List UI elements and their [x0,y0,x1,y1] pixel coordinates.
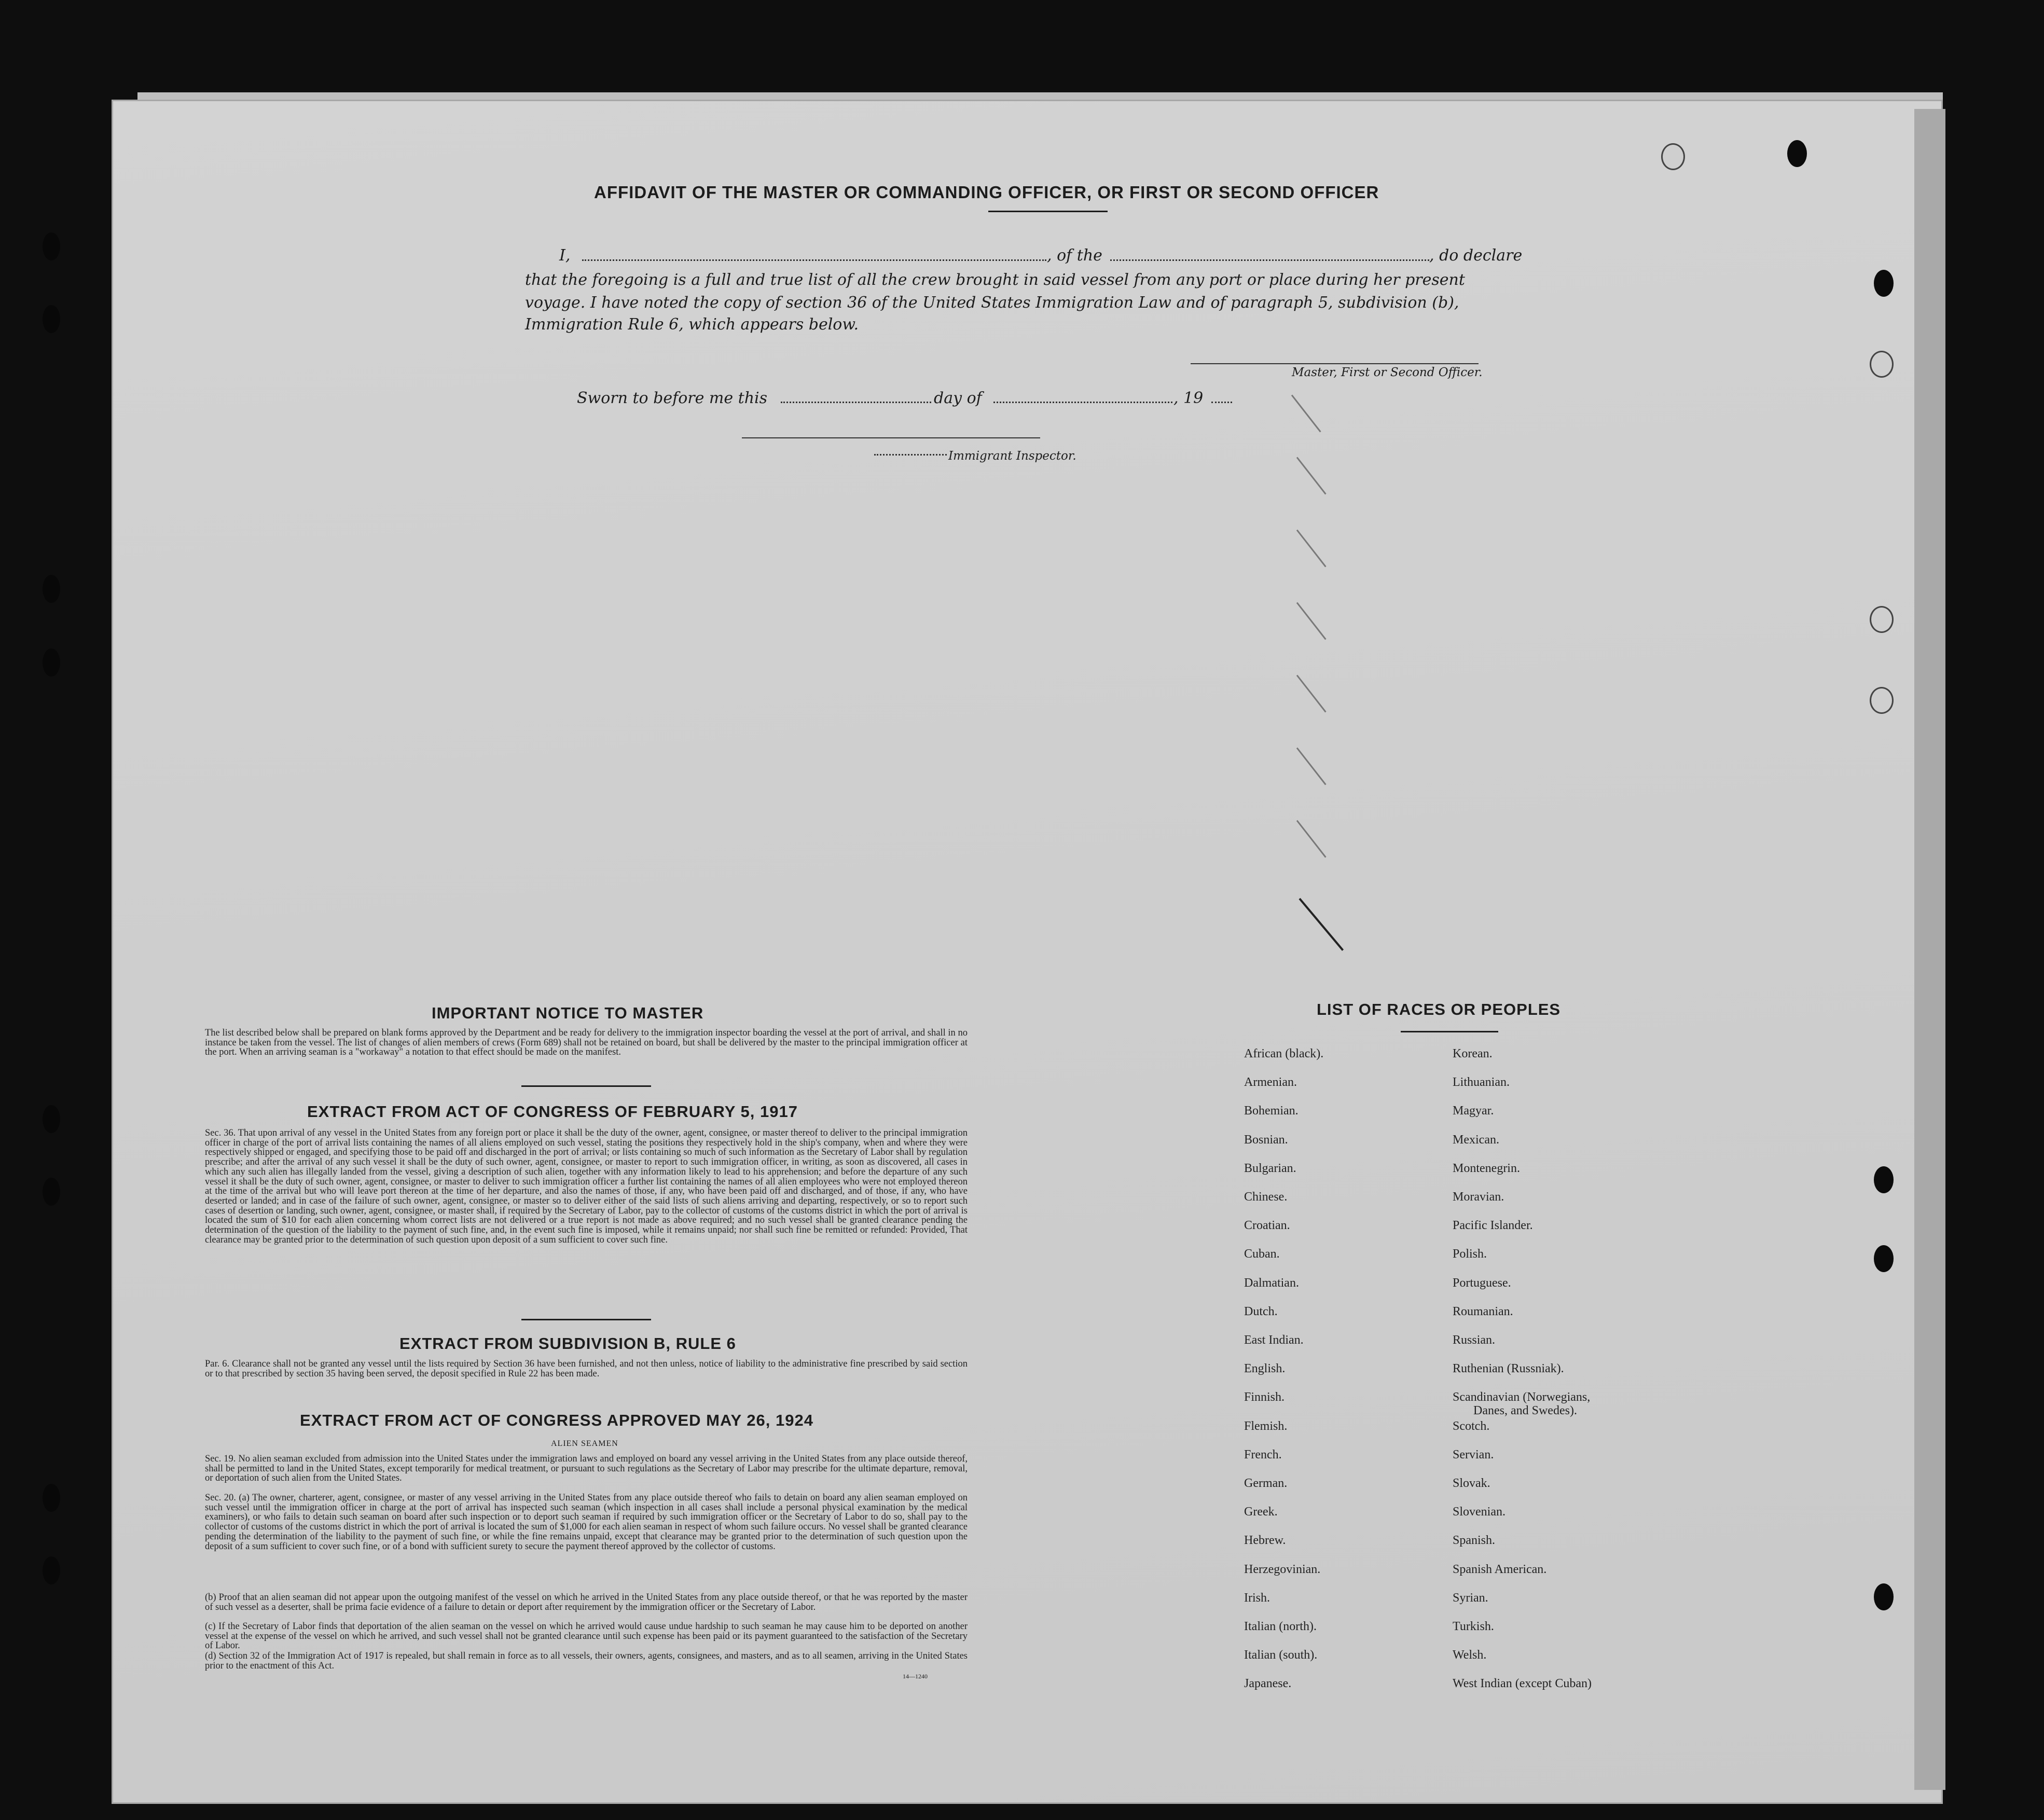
sec-20b-body: (b) Proof that an alien seaman did not appear upon the outgoing manifest of the vessel on which he arrived in the United States from any place outside thereof, or that he was reported by the master of such vessel as a deserter, shall be prima facie evidence of a failure to detain or deport after requirement by the immigration officer or the Secretary of Labor. [205,1592,968,1612]
races-title: LIST OF RACES OR PEOPLES [1317,1000,1561,1018]
day-of-label: day of [934,389,982,407]
race-item: Bohemian. [1244,1104,1299,1118]
race-item: Japanese. [1244,1677,1292,1691]
race-item: Portuguese. [1453,1276,1511,1290]
race-item: Korean. [1453,1047,1493,1060]
race-item: Italian (north). [1244,1620,1317,1633]
race-item: English. [1244,1362,1286,1376]
punch-hole [1874,1245,1894,1272]
punch-ring [1870,606,1894,633]
binder-hole [43,1556,60,1584]
inspector-signature-line[interactable] [742,437,1040,438]
race-item: Montenegrin. [1453,1161,1520,1175]
race-item: Scandinavian (Norwegians, [1453,1390,1591,1404]
extract-1917-body: Sec. 36. That upon arrival of any vessel in the United States from any foreign port or place it shall be the duty of the owner, agent, consignee, or master thereof to deliver to the principal immigration officer in charge of the port of arrival lists containing the names of all aliens employed on such vessel, stating the positions they respectively hold in the ship's company, when and where they were respectively shipped or engaged, and specifying those to be paid off and discharged in the port of arrival; or lists containing so much of such information as the Secretary of Labor shall by regulation prescribe; and after the arrival of any such vessel it shall be the duty of such owner, agent, consignee, or master to report to such immigration officer, in writing, as soon as discovered, all cases in which any such alien has illegally landed from the vessel, giving a description of such alien, together with any information likely to lead to his apprehension; and before the departure of any such vessel it shall be the duty of such owner, agent, consignee, or master to deliver to such immigration officer a further list containing the names of all alien employees who were not employed thereon at the time of the arrival but who will leave port thereon at the time of her departure, and also the names of those, if any, who have been paid off and discharged, and of those, if any, who have deserted or landed; and in case of the failure of such owner, agent, consignee, or master so to deliver either of the said lists of such aliens arriving and departing, respectively, or so to report such cases of desertion or landing, such owner, agent, consignee, or master shall, if required by the Secretary of Labor, pay to the collector of customs of the customs district in which the port of arrival is located the sum of $10 for each alien concerning whom correct lists are not delivered or a true report is not made as above required; and no such vessel shall be granted clearance pending the determination of the question of the liability to the payment of such fine, and, in the event such fine is imposed, while it remains unpaid; nor shall such fine be remitted or refunded: Provided, That clearance may be granted prior to the determination of such question upon deposit of a sum sufficient to cover such fine. [205,1128,968,1245]
race-item: African (black). [1244,1047,1324,1060]
page-edge [1914,109,1945,1790]
notice-title: IMPORTANT NOTICE TO MASTER [432,1004,704,1022]
race-item: Spanish American. [1453,1562,1547,1576]
affidavit-of-the-label: , of the [1047,246,1102,265]
race-item: Roumanian. [1453,1304,1513,1318]
race-item: Bulgarian. [1244,1161,1296,1175]
race-item: Turkish. [1453,1620,1494,1633]
extract-rule6-title: EXTRACT FROM SUBDIVISION B, RULE 6 [399,1334,736,1353]
race-item: Scotch. [1453,1419,1490,1433]
sworn-month-field[interactable] [993,402,1172,403]
race-item: Moravian. [1453,1190,1504,1204]
race-item: Magyar. [1453,1104,1494,1118]
punch-ring [1661,143,1685,170]
sec-20c-body: (c) If the Secretary of Labor finds that deportation of the alien seaman on the vessel on which he arrived would cause undue hardship to such seaman he may cause him to be deported on another vessel at the expense of the vessel on which he arrived, and such vessel shall not be granted clearance until such expense has been paid or its payment guaranteed to the satisfaction of the Secretary of Labor. [205,1621,968,1651]
punch-hole [1787,140,1807,167]
master-signature-line[interactable] [1191,363,1479,364]
section-divider [521,1319,651,1320]
races-title-underline [1401,1031,1498,1032]
punch-hole [1874,270,1894,297]
inspector-dots [874,454,947,456]
year-label: , 19 [1173,389,1204,407]
binder-hole [43,232,60,260]
race-item: Lithuanian. [1453,1076,1510,1090]
title-underline [988,211,1108,212]
race-item: Italian (south). [1244,1648,1318,1662]
punch-hole [1874,1583,1894,1610]
race-item: Finnish. [1244,1390,1285,1404]
affidavit-declare-label: , do declare [1429,246,1523,265]
race-item: Flemish. [1244,1419,1288,1433]
race-item: Chinese. [1244,1190,1288,1204]
race-item: Hebrew. [1244,1534,1286,1548]
binder-hole [43,649,60,677]
race-item: Pacific Islander. [1453,1219,1533,1233]
race-item: Danes, and Swedes). [1473,1404,1577,1418]
sec-20d-body: (d) Section 32 of the Immigration Act of 1917 is repealed, but shall remain in force as to all vessels, their owners, agents, consignees, and masters, and as to all seamen, arriving in the United States prior to the enactment of this Act. [205,1651,968,1671]
sworn-day-field[interactable] [781,402,931,403]
binder-hole [43,1178,60,1206]
race-item: Mexican. [1453,1133,1499,1147]
affidavit-line-2: that the foregoing is a full and true list of all the crew brought in said vessel from any port or place during her present [525,271,1465,289]
binder-hole [43,1105,60,1133]
punch-ring [1870,351,1894,378]
alien-seamen-subtitle: ALIEN SEAMEN [551,1439,618,1448]
binder-hole [43,575,60,603]
race-item: Syrian. [1453,1591,1488,1605]
affidavit-title: AFFIDAVIT OF THE MASTER OR COMMANDING OFFICER, OR FIRST OR SECOND OFFICER [594,183,1379,202]
form-number: 14—1240 [903,1673,928,1680]
extract-rule6-body: Par. 6. Clearance shall not be granted any vessel until the lists required by Section 36 have been furnished, and not then unless, notice of liability to the administrative fine prescribed by said section or to that prescribed by section 35 having been served, the deposit specified in Rule 22 has been made. [205,1359,968,1379]
race-item: Spanish. [1453,1534,1496,1548]
race-item: Croatian. [1244,1219,1290,1233]
sec-19-body: Sec. 19. No alien seaman excluded from admission into the United States under the immigration laws and employed on board any vessel arriving in the United States from any place outside thereof, shall be permitted to land in the United States, except temporarily for medical treatment, or pursuant to such regulations as the Secretary of Labor may prescribe for the ultimate departure, removal, or deportation of such alien from the United States. [205,1454,968,1484]
master-name-field[interactable] [582,259,1046,261]
race-item: Herzegovinian. [1244,1562,1321,1576]
race-item: Bosnian. [1244,1133,1288,1147]
punch-ring [1870,687,1894,714]
race-item: Dutch. [1244,1304,1278,1318]
notice-body: The list described below shall be prepared on blank forms approved by the Department and be ready for delivery to the immigration inspector boarding the vessel at the port of arrival, and shall in no instance be taken from the vessel. The list of changes of alien members of crews (Form 689) shall not be retained on board, but shall be delivered by the master to the principal immigration officer at the port. When an arriving seaman is a "workaway" a notation to that effect should be made on the manifest. [205,1028,968,1058]
race-item: West Indian (except Cuban) [1453,1677,1592,1691]
section-divider [521,1085,651,1087]
bleed-through-text [405,161,411,189]
affidavit-i-label: I, [559,246,571,265]
race-item: East Indian. [1244,1333,1304,1347]
extract-1917-title: EXTRACT FROM ACT OF CONGRESS OF FEBRUARY 5, 1917 [307,1102,798,1121]
race-item: Dalmatian. [1244,1276,1299,1290]
extract-1924-title: EXTRACT FROM ACT OF CONGRESS APPROVED MAY 26, 1924 [300,1411,813,1429]
race-item: German. [1244,1477,1288,1490]
binder-hole [43,305,60,333]
vessel-name-field[interactable] [1110,259,1429,261]
race-item: Slovak. [1453,1477,1490,1490]
race-item: Irish. [1244,1591,1270,1605]
race-item: Polish. [1453,1247,1487,1261]
race-item: Ruthenian (Russniak). [1453,1362,1564,1376]
binder-hole [43,1484,60,1512]
race-item: Cuban. [1244,1247,1280,1261]
sec-20a-body: Sec. 20. (a) The owner, charterer, agent, consignee, or master of any vessel arriving in the United States from any place outside thereof who fails to detain on board any alien seaman employed on such vessel until the immigration officer in charge at the port of arrival has inspected such seaman (which inspection in all cases shall include a personal physical examination by the medical examiners), or who fails to detain such seaman on board after such inspection or to deport such seaman if required by such immigration officer or the Secretary of Labor to do so, shall pay to the collector of customs of the customs district in which the port of arrival is located the sum of $1,000 for each alien seaman in respect of whom such failure occurs. No vessel shall be granted clearance pending the determination of the liability to the payment of such fine, or while the fine remains unpaid, except that clearance may be granted prior to the determination of such question upon the deposit of a sum sufficient to cover such fine, or of a bond with sufficient surety to secure the payment thereof approved by the collector of customs. [205,1493,968,1552]
sworn-label: Sworn to before me this [577,389,768,407]
race-item: Servian. [1453,1447,1494,1461]
affidavit-line-4: Immigration Rule 6, which appears below. [525,315,859,334]
race-item: Armenian. [1244,1076,1297,1090]
master-signature-caption: Master, First or Second Officer. [1292,366,1483,379]
race-item: Welsh. [1453,1648,1487,1662]
race-item: Greek. [1244,1505,1278,1519]
race-item: French. [1244,1447,1282,1461]
inspector-caption: Immigrant Inspector. [948,449,1076,463]
sworn-year-field[interactable] [1211,402,1232,403]
race-item: Russian. [1453,1333,1496,1347]
affidavit-line-3: voyage. I have noted the copy of section 36 of the United States Immigration Law and of paragraph 5, subdivision (b), [525,294,1459,312]
punch-hole [1874,1166,1894,1193]
race-item: Slovenian. [1453,1505,1506,1519]
